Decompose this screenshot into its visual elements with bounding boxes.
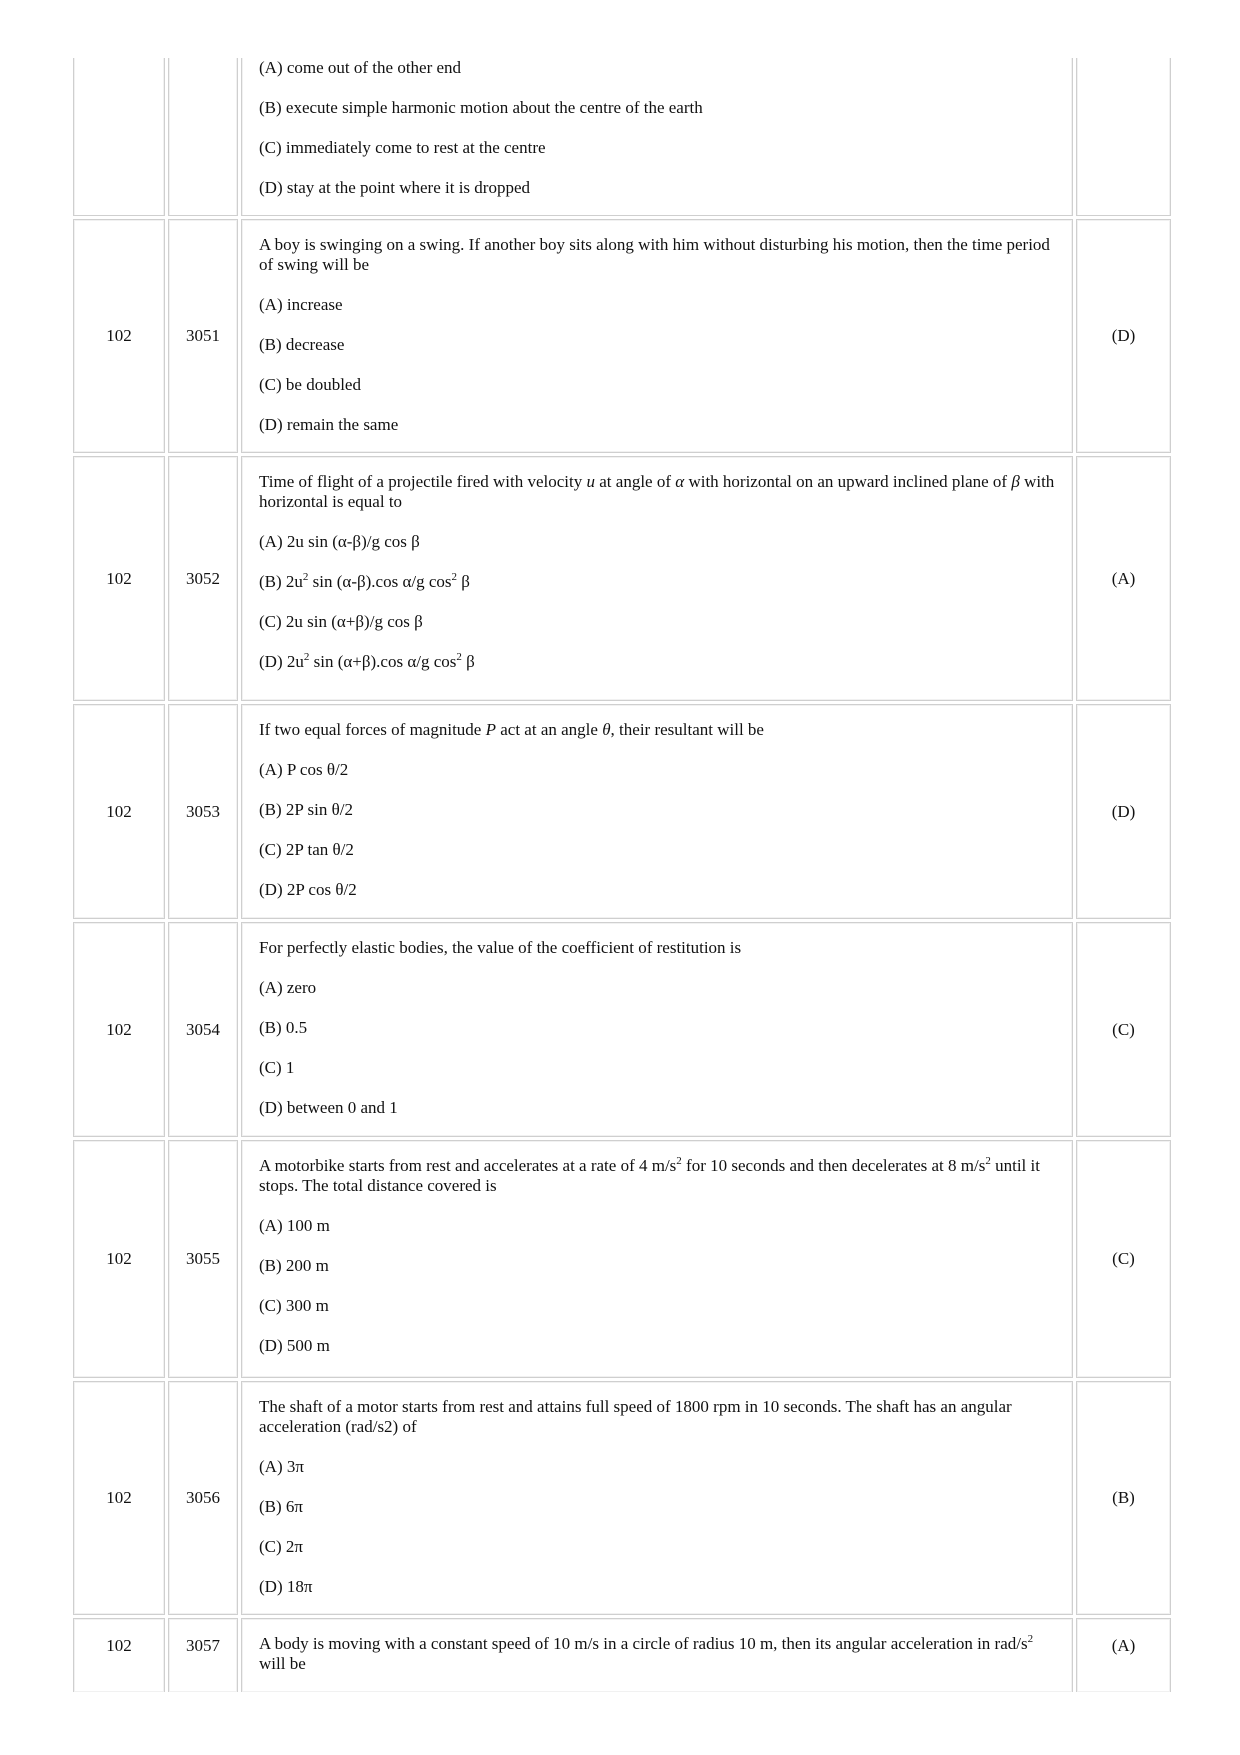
option-b: [259, 800, 1056, 820]
question-stem: [259, 235, 1056, 275]
text-segment: (B) 0.5: [259, 1018, 308, 1037]
text-segment: The shaft of a motor starts from rest and attains full speed of 1800 rpm in 10 seconds. The shaft has an angular acceleration (rad/s2) of: [259, 1397, 1012, 1436]
text-segment: (B) 2u: [259, 572, 303, 591]
table-row: [73, 456, 1171, 701]
text-segment: (D) 2u: [259, 652, 304, 671]
text-segment: (D) 18π: [259, 1577, 313, 1596]
text-segment: (D) remain the same: [259, 415, 399, 434]
question-cell: [241, 1140, 1073, 1378]
text-segment: (A) come out of the other end: [259, 58, 462, 77]
question-id-cell: 3057: [168, 1618, 238, 1692]
unit-cell: 102: [73, 456, 165, 701]
text-segment: (A) P cos θ/2: [259, 760, 349, 779]
option-d: [259, 880, 1056, 900]
text-segment: β: [461, 652, 475, 671]
option-d: [259, 1336, 1056, 1356]
text-segment: (D) 500 m: [259, 1336, 330, 1355]
answer-cell: (D): [1076, 704, 1171, 919]
answer-cell: (A): [1076, 456, 1171, 701]
option-c: [259, 612, 1056, 632]
text-segment: A body is moving with a constant speed of 10 m/s in a circle of radius 10 m, then its angular acceleration in rad/s: [259, 1634, 1028, 1653]
text-segment: (C) be doubled: [259, 375, 361, 394]
superscript: 2: [676, 1155, 682, 1167]
text-segment: will be: [259, 1654, 306, 1673]
answer-cell: (C): [1076, 1140, 1171, 1378]
question-cell: [241, 219, 1073, 453]
text-segment: β: [457, 572, 470, 591]
text-segment: (A) 3π: [259, 1457, 304, 1476]
table-row: [73, 1618, 1171, 1692]
unit-cell: 102: [73, 1140, 165, 1378]
questions-table: [73, 58, 1171, 1692]
text-segment: at angle of: [595, 472, 676, 491]
text-segment: β: [1011, 472, 1020, 491]
text-segment: act at an angle: [495, 720, 603, 739]
text-segment: for 10 seconds and then decelerates at 8 m/s: [681, 1156, 986, 1175]
table-row: [73, 704, 1171, 919]
table-row: [73, 1381, 1171, 1615]
unit-cell: 102: [73, 922, 165, 1137]
question-id-cell: 3054: [168, 922, 238, 1137]
text-segment: (B) 6π: [259, 1497, 303, 1516]
question-stem: [259, 1397, 1056, 1437]
question-stem: [259, 472, 1056, 512]
answer-cell: (C): [1076, 922, 1171, 1137]
question-id-cell: [168, 58, 238, 216]
text-segment: P: [485, 720, 496, 739]
option-d: [259, 652, 1056, 672]
option-c: [259, 1537, 1056, 1557]
text-segment: (A) increase: [259, 295, 343, 314]
option-d: [259, 1577, 1056, 1597]
superscript: 2: [456, 651, 462, 663]
text-segment: (B) decrease: [259, 335, 345, 354]
text-segment: (C) 2u sin (α+β)/g cos β: [259, 612, 423, 631]
question-cell: [241, 1381, 1073, 1615]
answer-cell: (B): [1076, 1381, 1171, 1615]
question-cell: [241, 922, 1073, 1137]
text-segment: u: [586, 472, 595, 491]
superscript: 2: [302, 571, 309, 583]
text-segment: A boy is swinging on a swing. If another boy sits along with him without disturbing his motion, then the time period of swing will be: [259, 235, 1050, 274]
text-segment: sin (α+β).cos α/g cos: [309, 652, 457, 671]
superscript: 2: [303, 651, 310, 663]
text-segment: Time of flight of a projectile fired with velocity: [259, 472, 587, 491]
question-id-cell: 3053: [168, 704, 238, 919]
unit-cell: 102: [73, 219, 165, 453]
superscript: 2: [985, 1155, 991, 1167]
table-row: [73, 922, 1171, 1137]
text-segment: (C) 2P tan θ/2: [259, 840, 354, 859]
option-c: [259, 138, 1056, 158]
text-segment: (C) immediately come to rest at the centre: [259, 138, 546, 157]
table-row: [73, 58, 1171, 216]
unit-cell: 102: [73, 1381, 165, 1615]
text-segment: with horizontal on an upward inclined plane of: [684, 472, 1012, 491]
question-id-cell: 3056: [168, 1381, 238, 1615]
option-b: [259, 98, 1056, 118]
table-row: [73, 1140, 1171, 1378]
text-segment: If two equal forces of magnitude: [259, 720, 486, 739]
text-segment: (B) 2P sin θ/2: [259, 800, 353, 819]
option-b: [259, 572, 1056, 592]
option-d: [259, 1098, 1056, 1118]
text-segment: (D) stay at the point where it is dropped: [259, 178, 530, 197]
question-id-cell: 3052: [168, 456, 238, 701]
unit-cell: 102: [73, 1618, 165, 1692]
option-c: [259, 375, 1056, 395]
option-c: [259, 1296, 1056, 1316]
text-segment: (C) 300 m: [259, 1296, 329, 1315]
text-segment: (A) 2u sin (α-β)/g cos β: [259, 532, 420, 551]
question-cell: [241, 58, 1073, 216]
option-b: [259, 1256, 1056, 1276]
superscript: 2: [1027, 1633, 1034, 1645]
option-d: [259, 415, 1056, 435]
option-a: [259, 1216, 1056, 1236]
question-stem: [259, 1634, 1056, 1674]
text-segment: (D) 2P cos θ/2: [259, 880, 357, 899]
question-stem: [259, 938, 1056, 958]
text-segment: (B) execute simple harmonic motion about the centre of the earth: [259, 98, 703, 117]
text-segment: , their resultant will be: [610, 720, 764, 739]
text-segment: For perfectly elastic bodies, the value of the coefficient of restitution is: [259, 938, 742, 957]
option-d: [259, 178, 1056, 198]
answer-cell: [1076, 58, 1171, 216]
option-b: [259, 335, 1056, 355]
text-segment: θ: [602, 720, 611, 739]
text-segment: (D) between 0 and 1: [259, 1098, 398, 1117]
text-segment: with horizontal is equal to: [259, 472, 1055, 511]
option-a: [259, 978, 1056, 998]
option-c: [259, 1058, 1056, 1078]
answer-cell: (A): [1076, 1618, 1171, 1692]
text-segment: A motorbike starts from rest and accelerates at a rate of 4 m/s: [259, 1156, 677, 1175]
option-a: [259, 1457, 1056, 1477]
option-a: [259, 295, 1056, 315]
text-segment: (A) 100 m: [259, 1216, 330, 1235]
option-c: [259, 840, 1056, 860]
text-segment: (B) 200 m: [259, 1256, 329, 1275]
option-a: [259, 532, 1056, 552]
text-segment: (A) zero: [259, 978, 317, 997]
question-cell: [241, 1618, 1073, 1692]
question-cell: [241, 456, 1073, 701]
unit-cell: [73, 58, 165, 216]
option-b: [259, 1497, 1056, 1517]
text-segment: sin (α-β).cos α/g cos: [308, 572, 452, 591]
text-segment: α: [675, 472, 685, 491]
unit-cell: 102: [73, 704, 165, 919]
question-stem: [259, 720, 1056, 740]
text-segment: (C) 2π: [259, 1537, 303, 1556]
answer-cell: (D): [1076, 219, 1171, 453]
option-b: [259, 1018, 1056, 1038]
question-id-cell: 3051: [168, 219, 238, 453]
option-a: [259, 760, 1056, 780]
question-id-cell: 3055: [168, 1140, 238, 1378]
question-stem: [259, 1156, 1056, 1196]
text-segment: until it stops. The total distance covered is: [259, 1156, 1040, 1195]
superscript: 2: [451, 571, 458, 583]
table-row: [73, 219, 1171, 453]
text-segment: (C) 1: [259, 1058, 295, 1077]
option-a: [259, 58, 1056, 78]
question-cell: [241, 704, 1073, 919]
